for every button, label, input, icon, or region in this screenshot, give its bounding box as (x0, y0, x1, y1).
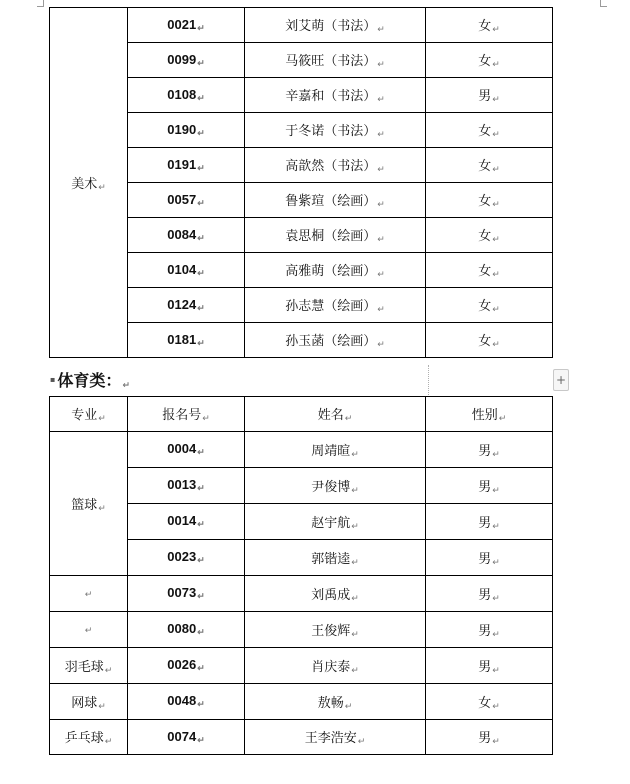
id-cell: 0021 ↵ (128, 8, 245, 43)
table-row (50, 8, 553, 43)
name-cell: 高歆然（书法） ↵ (245, 148, 426, 183)
name-cell: 孙玉菡（绘画） ↵ (245, 323, 426, 358)
gender-cell: 女 ↵ (426, 8, 553, 43)
name-cell: 袁思桐（绘画） ↵ (245, 218, 426, 253)
page-corner-mark (37, 0, 44, 7)
gender-cell: 男 ↵ (426, 612, 553, 648)
name-cell: 孙志慧（绘画） ↵ (245, 288, 426, 323)
major-cell-art: 美术 ↵ (50, 8, 128, 358)
major-cell-badminton: 羽毛球 ↵ (50, 648, 128, 684)
gender-cell: 男 ↵ (426, 78, 553, 113)
id-cell: 0057 ↵ (128, 183, 245, 218)
gender-cell: 男 ↵ (426, 720, 553, 755)
name-cell: 马筱旺（书法） ↵ (245, 43, 426, 78)
name-cell: 刘禹成 ↵ (245, 576, 426, 612)
gender-cell: 男 ↵ (426, 468, 553, 504)
page-corner-mark (600, 0, 607, 7)
header-id: 报名号 ↵ (128, 397, 245, 432)
id-cell: 0014 ↵ (128, 504, 245, 540)
id-cell: 0190 ↵ (128, 113, 245, 148)
sports-students-table (49, 396, 553, 755)
major-cell-empty (50, 576, 128, 612)
id-cell: 0074 ↵ (128, 720, 245, 755)
table-row (50, 648, 553, 684)
id-cell: 0004 ↵ (128, 432, 245, 468)
gender-cell: 女 ↵ (426, 183, 553, 218)
major-cell-empty (50, 612, 128, 648)
section-heading-sports: ▪ 体育类： ↵ (50, 366, 570, 394)
paragraph-bullet-icon: ▪ (50, 375, 56, 384)
gender-cell: 男 ↵ (426, 648, 553, 684)
id-cell: 0099 ↵ (128, 43, 245, 78)
id-cell: 0181 ↵ (128, 323, 245, 358)
name-cell: 刘艾萌（书法） ↵ (245, 8, 426, 43)
gender-cell: 女 ↵ (426, 253, 553, 288)
gender-cell: 女 ↵ (426, 113, 553, 148)
table-row (50, 576, 553, 612)
major-cell-tennis: 网球 ↵ (50, 684, 128, 720)
id-cell: 0023 ↵ (128, 540, 245, 576)
gender-cell: 男 ↵ (426, 540, 553, 576)
name-cell: 鲁紫瑄（绘画） ↵ (245, 183, 426, 218)
header-gender: 性别 ↵ (426, 397, 553, 432)
name-cell: 高雅萌（绘画） ↵ (245, 253, 426, 288)
id-cell: 0080 ↵ (128, 612, 245, 648)
name-cell: 赵宇航 ↵ (245, 504, 426, 540)
gender-cell: 女 ↵ (426, 218, 553, 253)
header-major: 专业 ↵ (50, 397, 128, 432)
gender-cell: 女 ↵ (426, 684, 553, 720)
name-cell: 敖畅 ↵ (245, 684, 426, 720)
id-cell: 0124 ↵ (128, 288, 245, 323)
gender-cell: 女 ↵ (426, 323, 553, 358)
table-row (50, 432, 553, 468)
id-cell: 0084 ↵ (128, 218, 245, 253)
id-cell: 0048 ↵ (128, 684, 245, 720)
id-cell: 0191 ↵ (128, 148, 245, 183)
table-row (50, 684, 553, 720)
id-cell: 0108 ↵ (128, 78, 245, 113)
header-name: 姓名 ↵ (245, 397, 426, 432)
major-cell-basketball: 篮球 ↵ (50, 432, 128, 576)
name-cell: 郭锴逵 ↵ (245, 540, 426, 576)
name-cell: 王俊辉 ↵ (245, 612, 426, 648)
id-cell: 0026 ↵ (128, 648, 245, 684)
gender-cell: 女 ↵ (426, 288, 553, 323)
gender-cell: 男 ↵ (426, 432, 553, 468)
gender-cell: 男 ↵ (426, 576, 553, 612)
name-cell: 于冬诺（书法） ↵ (245, 113, 426, 148)
name-cell: 尹俊博 ↵ (245, 468, 426, 504)
gender-cell: 女 ↵ (426, 148, 553, 183)
id-cell: 0104 ↵ (128, 253, 245, 288)
art-students-table (49, 7, 553, 358)
name-cell: 肖庆泰 ↵ (245, 648, 426, 684)
table-row (50, 720, 553, 755)
id-cell: 0073 ↵ (128, 576, 245, 612)
id-cell: 0013 ↵ (128, 468, 245, 504)
gender-cell: 女 ↵ (426, 43, 553, 78)
add-row-button[interactable]: + (553, 369, 569, 391)
name-cell: 王李浩安 ↵ (245, 720, 426, 755)
table-row (50, 612, 553, 648)
table-header-row (50, 397, 553, 432)
text-boundary-line (428, 365, 429, 395)
name-cell: 周靖暄 ↵ (245, 432, 426, 468)
gender-cell: 男 ↵ (426, 504, 553, 540)
major-cell-table-tennis: 乒乓球 ↵ (50, 720, 128, 755)
name-cell: 辛嘉和（书法） ↵ (245, 78, 426, 113)
